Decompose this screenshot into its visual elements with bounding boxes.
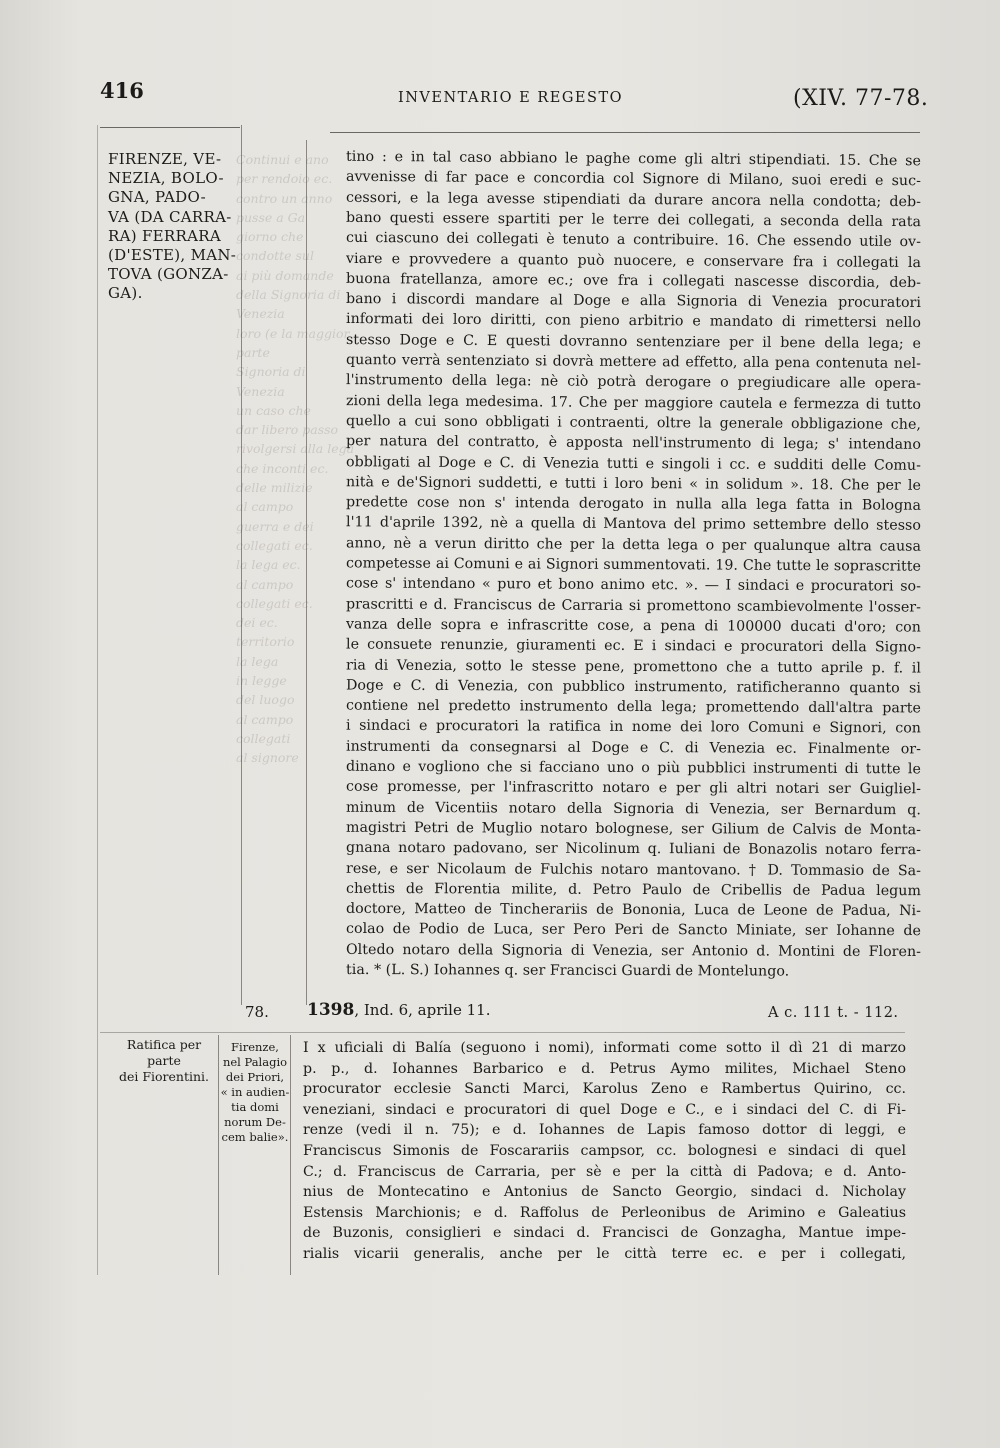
text-line: tia. * (L. S.) Iohannes q. ser Francisci Guardi de Montelungo. bbox=[345, 961, 790, 980]
margin-note-ratifica: Ratifica per parte dei Fiorentini. bbox=[118, 1037, 210, 1084]
text-line: Oltedo notaro della Signoria di Venezia, ser Antonio d. Montini de Floren- bbox=[345, 941, 922, 960]
text-line: quello a cui sono obbligati i contraenti, oltre la generale obbligazione che, bbox=[345, 413, 922, 433]
text-line: dinano e vogliono che si facciano uno o più pubblici instrumenti di tutte le bbox=[345, 758, 922, 778]
entry-date-rest: , Ind. 6, aprile 11. bbox=[354, 1001, 491, 1019]
text-line: buona fratellanza, amore ec.; ove fra i collegati nascesse discordia, deb- bbox=[345, 270, 922, 291]
page-number: 416 bbox=[100, 78, 144, 103]
text-line: p. p., d. Iohannes Barbarico e d. Petrus Aymo milites, Michael Steno bbox=[303, 1060, 906, 1077]
text-line: viare e provvedere a quanto può nuocere, e conservare fra i collegati la bbox=[345, 250, 922, 271]
text-line: vanza delle sopra e infrascritte cose, a pena di 100000 ducati d'oro; con bbox=[345, 616, 922, 636]
text-line: avvenisse di far pace e concordia col Signore di Milano, suoi eredi e suc- bbox=[345, 169, 922, 190]
text-line: nius de Montecatino e Antonius de Sancto Georgio, sindaci d. Nicholay bbox=[303, 1184, 906, 1201]
text-line: gnana notaro padovano, ser Nicolinum q. Iuliani de Bonazolis notaro ferra- bbox=[345, 839, 922, 859]
margin-note-place: Firenze, nel Palagio dei Priori, « in audien- tia domi norum De- cem balie». bbox=[220, 1040, 290, 1144]
text-line: instrumenti da consegnarsi al Doge e C. di Venezia ec. Finalmente or- bbox=[345, 738, 922, 758]
text-line: de Buzonis, consiglieri e sindaci d. Francisci de Gonzagha, Mantue impe- bbox=[303, 1225, 906, 1242]
text-line: bano questi essere spartiti per le terre dei collegati, a seconda della rata bbox=[345, 209, 922, 231]
archive-reference: A c. 111 t. - 112. bbox=[768, 1005, 899, 1021]
text-line: zioni della lega medesima. 17. Che per maggiore cautela e fermezza di tutto bbox=[345, 392, 922, 413]
text-line: predette cose non s' intenda derogato in nulla alla lega fatta in Bologna bbox=[345, 494, 922, 514]
text-line: tino : e in tal caso abbiano le paghe come gli altri stipendiati. 15. Che se bbox=[345, 148, 922, 170]
entry-number: 78. bbox=[245, 1003, 269, 1021]
text-line: chettis de Florentia milite, d. Petro Paulo de Cribellis de Padua legum bbox=[345, 880, 922, 899]
text-line: l'instrumento della lega: nè ciò potrà derogare o pregiudicare alle opera- bbox=[345, 372, 922, 393]
text-line: cose s' intendano « puro et bono animo etc. ». — I sindaci e procuratori so- bbox=[345, 575, 922, 595]
text-line: C.; d. Franciscus de Carraria, per sè e per la città di Padova; e d. Anto- bbox=[303, 1163, 906, 1180]
text-line: cose promesse, per l'infrascritto notaro e per gli altri notari ser Guigliel- bbox=[345, 778, 922, 798]
text-line: rese, e ser Nicolaum de Fulchis notaro mantovano. † D. Tommasio de Sa- bbox=[345, 860, 922, 879]
text-line: procurator ecclesie Sancti Marci, Karolus Zeno e Rambertus Quirino, cc. bbox=[303, 1081, 906, 1098]
entry-rule bbox=[100, 1032, 905, 1033]
text-line: doctore, Matteo de Tincherariis de Bononia, Luca de Leone de Padua, Ni- bbox=[345, 900, 922, 920]
running-title: INVENTARIO E REGESTO bbox=[398, 90, 624, 106]
entry-date bbox=[307, 1000, 490, 1020]
text-line: ria di Venezia, sotto le stesse pene, promettono che a tutto aprile p. f. il bbox=[345, 656, 922, 677]
text-line: stesso Doge e C. E questi dovranno sentenziare per il bene della lega; e bbox=[345, 331, 922, 352]
section-ref: (XIV. 77-78. bbox=[793, 86, 929, 111]
text-line: veneziani, sindaci e procuratori di quel Doge e C., e i sindaci del C. di Fi- bbox=[303, 1101, 906, 1118]
text-line: i sindaci e procuratori la ratifica in nome dei loro Comuni e Signori, con bbox=[345, 717, 922, 737]
margin-heading: FIRENZE, VE- NEZIA, BOLO- GNA, PADO- VA (DA CARRA- RA) FERRARA (D'ESTE), MAN- TOVA (GONZA- GA). bbox=[108, 150, 237, 303]
header-rule bbox=[100, 127, 240, 128]
column-divider bbox=[97, 125, 98, 1275]
text-line: Estensis Marchionis; e d. Raffolus de Perleonibus de Arimino e Galeatius bbox=[303, 1204, 906, 1221]
text-line: obbligati al Doge e C. di Venezia tutti e singoli i cc. e sudditi delle Comu- bbox=[345, 453, 922, 474]
text-line: cui ciascuno dei collegati è tenuto a contribuire. 16. Che essendo utile ov- bbox=[345, 230, 922, 251]
text-line: magistri Petri de Muglio notaro bolognese, ser Gilium de Calvis de Monta- bbox=[345, 819, 922, 839]
text-line: quanto verrà sentenziato si dovrà mettere ad effetto, alla pena contenuta nel- bbox=[345, 352, 922, 372]
text-line: cessori, e la lega avesse stipendiati da durare ancora nella condotta; deb- bbox=[345, 189, 922, 210]
header-rule bbox=[330, 132, 920, 133]
text-line: anno, nè a verun diritto che per la detta lega o per qualunque altra causa bbox=[345, 535, 922, 555]
text-line: nità e de'Signori suddetti, e tutti i loro beni « in solidum ». 18. Che per le bbox=[345, 474, 922, 494]
text-line: per natura del contratto, è apposta nell'instrumento di lega; s' intendano bbox=[345, 433, 922, 454]
text-line: renze (vedi il n. 75); e d. Iohannes de Lapis famoso dottor di leggi, e bbox=[303, 1122, 906, 1139]
text-line: prascritti e d. Franciscus de Carraria si promettono scambievolmente l'osser- bbox=[345, 595, 922, 616]
text-line: minum de Vicentiis notaro della Signoria di Venezia, ser Bernardum q. bbox=[345, 799, 922, 818]
bleed-through-text: Continui e ano per rendoio ec. contro un anno pusse a Ga giorno che condotte sul ai più domande della Signoria di Venezia loro (e la maggior parte Signoria di Venezia un caso che dar libero passo rivolgersi alla lega che inconti ec. delle milizie al campo guerra e dei collegati ec. la lega ec. al campo collegati ec. dei ec. territorio la lega in legge del luogo al campo collegati al signore bbox=[236, 152, 355, 766]
text-line: rialis vicarii generalis, anche per le città terre ec. e per i collegati, bbox=[303, 1246, 906, 1262]
text-line: competesse ai Comuni e ai Signori summentovati. 19. Che tutte le soprascritte bbox=[345, 555, 922, 575]
text-line: Franciscus Simonis de Foscarariis campsor, cc. bolognesi e sindaci di quel bbox=[303, 1143, 906, 1159]
text-line: I x uficiali di Balía (seguono i nomi), informati come sotto il dì 21 di marzo bbox=[303, 1040, 906, 1056]
text-line: le consuete renunzie, giuramenti ec. E i sindaci e procuratori della Signo- bbox=[345, 636, 922, 656]
text-line: informati dei loro diritti, con pieno arbitrio e mandato di rimettersi nello bbox=[345, 311, 922, 332]
text-line: colao de Podio de Luca, ser Pero Peri de Sancto Miniate, ser Iohanne de bbox=[345, 921, 922, 940]
text-line: l'11 d'aprile 1392, nè a quella di Mantova del primo settembre dello stesso bbox=[345, 514, 922, 535]
text-line: contiene nel predetto instrumento della lega; promettendo dall'altra parte bbox=[345, 697, 922, 717]
entry-year: 1398 bbox=[307, 1000, 355, 1020]
text-line: Doge e C. di Venezia, con pubblico instrumento, ratificheranno quanto si bbox=[345, 677, 922, 697]
text-line: bano i discordi mandare al Doge e alla Signoria di Venezia procuratori bbox=[345, 291, 922, 312]
